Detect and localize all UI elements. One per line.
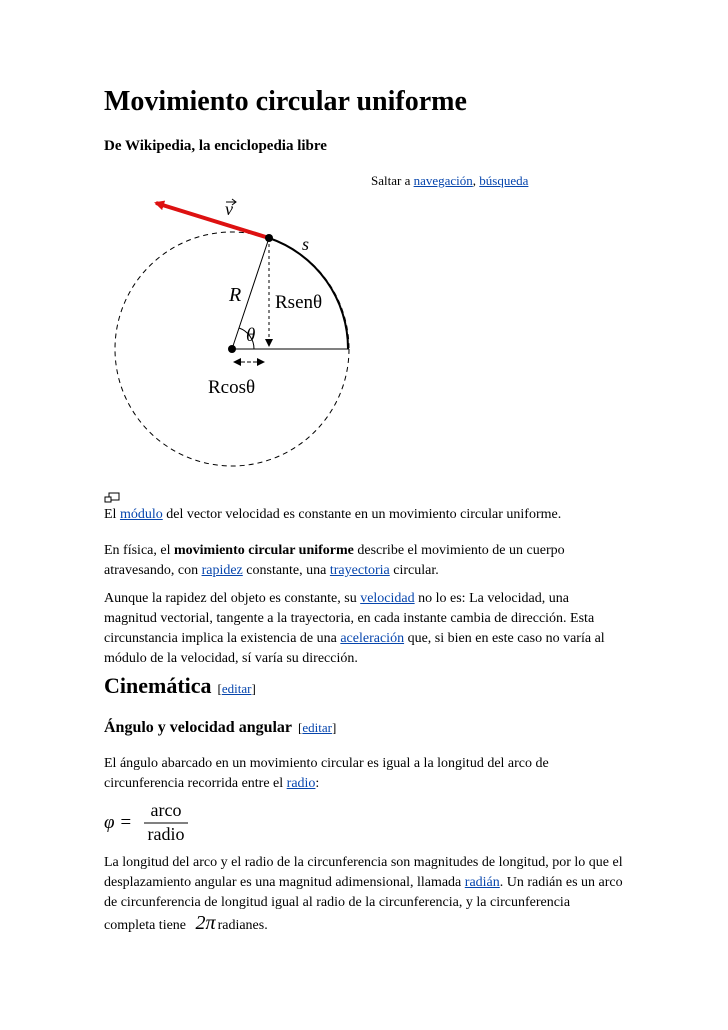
label-s: s [302, 234, 310, 254]
figure-caption [104, 505, 624, 525]
text: describe el movimiento de un cuerpo atravesando, con [104, 543, 565, 578]
label-rsen: Rsenθ [275, 292, 323, 313]
paragraph-radian [104, 853, 624, 936]
heading-angulo [104, 716, 336, 738]
text: circular. [389, 563, 439, 578]
text: constante, una [242, 563, 330, 578]
jump-separator: , [472, 173, 480, 188]
edit-link[interactable]: editar [221, 681, 252, 696]
formula-denominator: radio [147, 824, 185, 844]
bracket: ] [331, 720, 337, 735]
navigation-link[interactable]: navegación [413, 173, 473, 188]
enlarge-icon[interactable] [104, 492, 120, 504]
edit-link[interactable]: editar [302, 720, 332, 735]
bracket: ] [251, 681, 256, 696]
link-velocidad[interactable]: velocidad [360, 591, 415, 606]
link-modulo[interactable]: módulo [119, 507, 163, 522]
two-pi: 2π [195, 912, 216, 934]
formula-lhs: φ = [104, 812, 133, 833]
text: Aunque la rapidez del objeto es constante, su [104, 591, 361, 606]
text: no lo es: La velocidad, una magnitud vectorial, tangente a la trayectoria, en cada instante cambia de dirección. Esta circunstancia implica la existencia de una [104, 591, 595, 646]
edit-section-angulo [298, 720, 336, 735]
heading-text: Cinemática [104, 673, 212, 698]
text: : [315, 776, 320, 791]
circular-motion-diagram[interactable] [104, 188, 394, 488]
label-theta: θ [246, 325, 256, 346]
label-r: R [229, 284, 242, 306]
text: La longitud del arco y el radio de la circunferencia son magnitudes de longitud, por lo que el desplazamiento angular es una magnitud adimensional, llamada [104, 855, 623, 890]
jump-links [371, 173, 528, 189]
text: El ángulo abarcado en un movimiento circular es igual a la longitud del arco de circunferencia recorrida entre el [104, 756, 549, 791]
text: radianes. [217, 918, 268, 933]
link-aceleracion[interactable]: aceleración [340, 631, 405, 646]
velocity-vector [156, 203, 269, 238]
paragraph-angle [104, 754, 624, 794]
heading-text: Ángulo y velocidad angular [104, 719, 293, 736]
link-rapidez[interactable]: rapidez [201, 563, 243, 578]
caption-text: El [104, 507, 120, 522]
angle-formula [104, 800, 204, 844]
label-v: v [225, 199, 233, 219]
edit-section-cinematica [218, 681, 256, 696]
moving-point [265, 234, 273, 242]
formula-numerator: arco [150, 800, 182, 820]
site-subtitle: De Wikipedia, la enciclopedia libre [104, 138, 327, 154]
paragraph-intro [104, 541, 624, 581]
text: que, si bien en este caso no varía al módulo de la velocidad, sí varía su dirección. [104, 631, 605, 666]
center-point [228, 345, 236, 353]
jump-prefix: Saltar a [371, 173, 414, 188]
bracket: [ [217, 681, 222, 696]
text: . Un radián es un arco de circunferencia de longitud igual al radio de la circunferencia, y la circunferencia completa tiene [104, 875, 623, 933]
text: En física, el [104, 543, 174, 558]
link-radian[interactable]: radián [464, 875, 500, 890]
page-title: Movimiento circular uniforme [104, 86, 467, 117]
heading-cinematica [104, 673, 256, 700]
caption-text: del vector velocidad es constante en un movimiento circular uniforme. [162, 507, 562, 522]
link-trayectoria[interactable]: trayectoria [329, 563, 390, 578]
bracket: [ [298, 720, 303, 735]
bold-term: movimiento circular uniforme [173, 543, 354, 558]
label-rcos: Rcosθ [208, 377, 256, 398]
search-link[interactable]: búsqueda [479, 173, 529, 188]
link-radio[interactable]: radio [286, 776, 316, 791]
paragraph-velocity [104, 589, 624, 669]
